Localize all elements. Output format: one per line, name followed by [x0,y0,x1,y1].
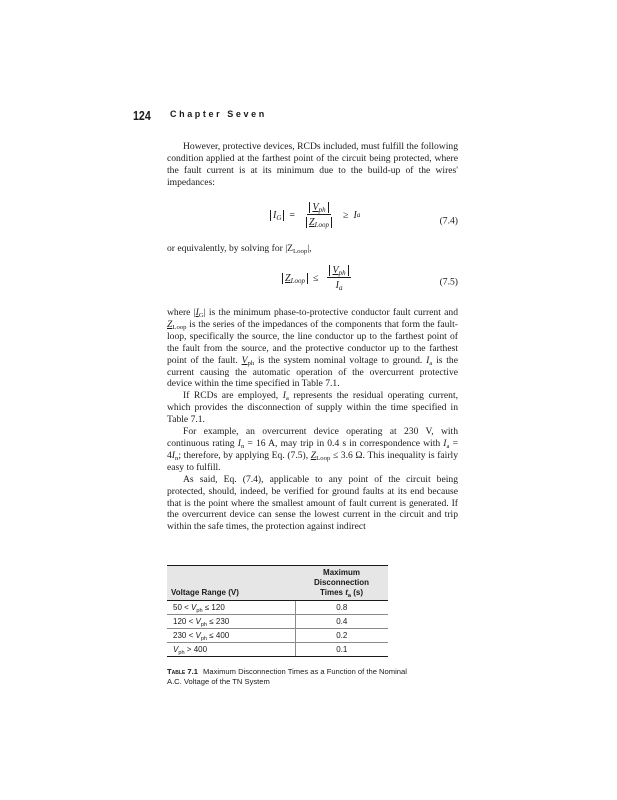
table-header-row [167,566,388,601]
equation-7-4-body: $I_G$ = $\frac{V_{ph}}{Z_{Loop}}$ ≥ I a [270,202,360,228]
page-number: 124 [133,108,151,123]
table-row: $V_{ph} > 400$ 0.1 [167,643,388,657]
table-7-1 [167,565,407,687]
table-row: $50 < V_{ph} \le 120$ 0.8 [167,601,388,615]
paragraph-intro: However, protective devices, RCDs included, must fulfill the following condition applied at the farthest point of the circuit being protected, where the fault current is at its minimum due to the build-up of the wires' impedances: [167,141,458,188]
paragraph-as-said: As said, Eq. (7.4), applicable to any point of the circuit being protected, should, indeed, be verified for ground faults at its end because that is the point where the smallest amount of fault current is generated. If the overcurrent device can sense the lowest current in the circuit and trip within the safe times, the protection against indirect [167,473,458,533]
header-disconnection-time: Maximum Disconnection Times $t_a$ (s) [295,566,388,601]
equation-number-7-5: (7.5) [439,276,458,288]
table-caption-label: Table 7.1 [167,667,198,676]
paragraph-where: where $|I_G|$ is the minimum phase-to-protective conductor fault current and $Z_{Loop}$ is the series of the impedances of the components that form the fault-loop, specifically the source, the line conductor up to the farthest point of the fault from the source, and the protective conductor up to the farthest point of the fault. $V_{ph}$ is the system nominal voltage to ground. $I_a$ is the current causing the automatic operation of the overcurrent protective device within the time specified in Table 7.1. [167,307,458,390]
paragraph-rcds: If RCDs are employed, $I_a$ represents the residual operating current, which provides the disconnection of supply within the time specified in Table 7.1. [167,390,459,426]
paragraph-equivalently: or equivalently, by solving for $|Z_{Loop}|$, [167,243,312,255]
paragraph-example: For example, an overcurrent device operating at 230 V, with continuous rating $I_n = 16$ A, may trip in 0.4 s in correspondence with $I_a = 4I_n$; therefore, by applying Eq. (7.5), $Z_{Loop} \le 3.6$ Ω. This inequality is fairly easy to fulfill. [167,426,459,473]
table-row: $230 < V_{ph} \le 400$ 0.2 [167,629,388,643]
equation-number-7-4: (7.4) [439,215,458,227]
table-caption-text: Maximum Disconnection Times as a Function of the Nominal A.C. Voltage of the TN System [167,667,407,686]
equation-7-5-body: $Z_{Loop}$ ≤ $\frac{V_{ph}}{I_a}$ [282,265,355,291]
chapter-title: Chapter Seven [170,109,267,119]
body-paragraphs [167,307,458,533]
table-row: $120 < V_{ph} \le 230$ 0.4 [167,615,388,629]
header-voltage-range: Voltage Range (V) [167,566,295,601]
equation-7-5 [167,263,458,301]
equation-7-4 [167,198,458,244]
table-caption [167,667,407,687]
disconnection-times-table [167,565,388,657]
